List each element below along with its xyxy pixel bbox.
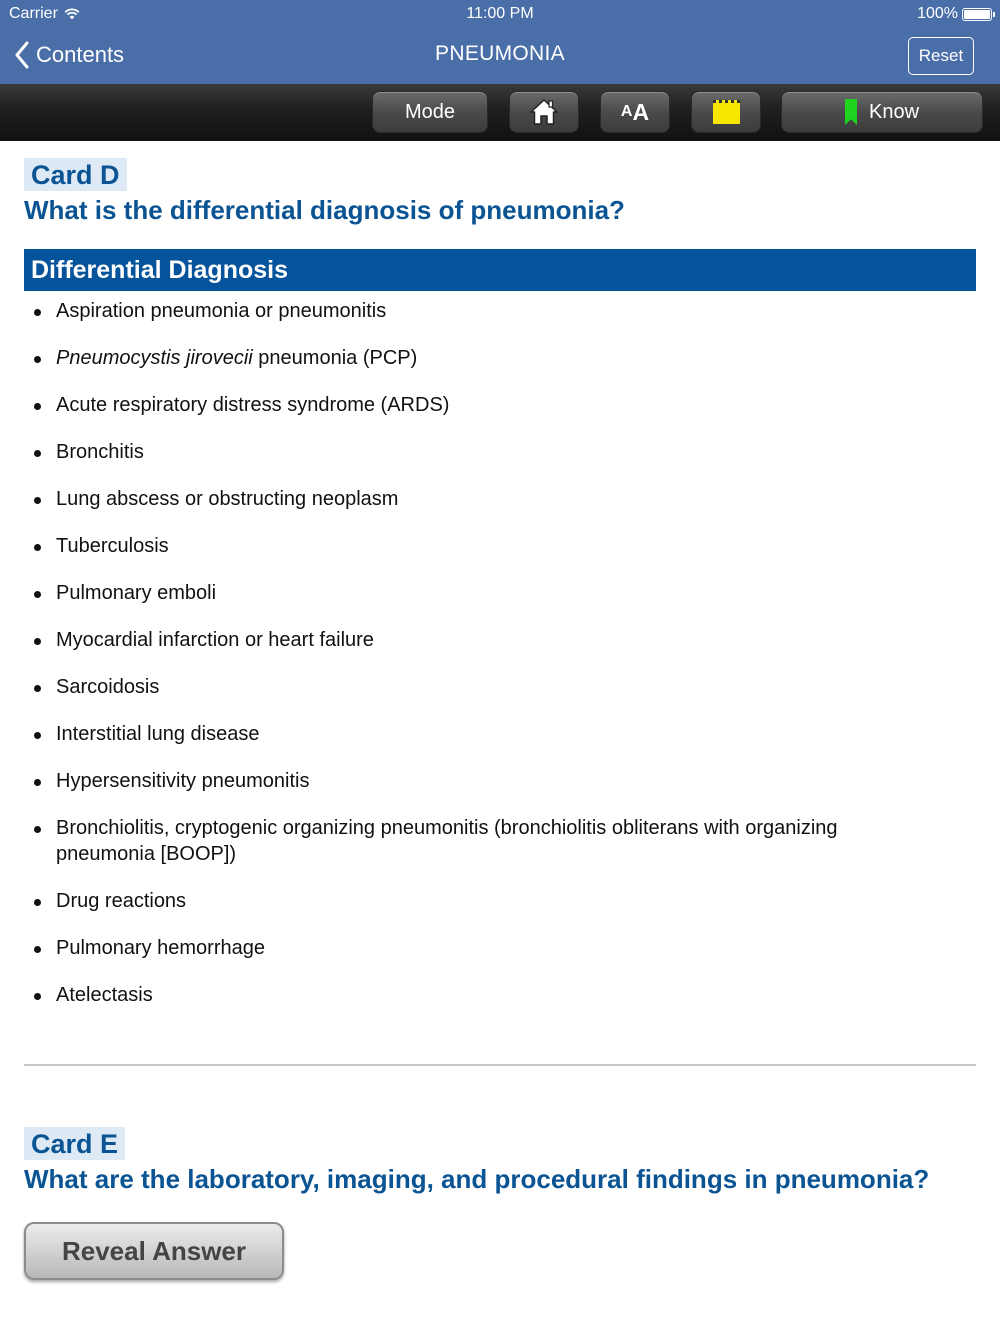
- mode-button[interactable]: Mode: [372, 91, 488, 133]
- card-divider: [24, 1064, 976, 1066]
- page-title: PNEUMONIA: [435, 42, 565, 65]
- battery-indicator: [917, 5, 992, 23]
- list-item: Bronchitis: [0, 439, 1000, 465]
- list-item: Interstitial lung disease: [0, 721, 1000, 747]
- list-item: Lung abscess or obstructing neoplasm: [0, 486, 1000, 512]
- battery-percent: 100%: [917, 5, 958, 22]
- reveal-answer-button[interactable]: Reveal Answer: [24, 1222, 284, 1280]
- reset-button[interactable]: Reset: [908, 37, 974, 75]
- list-item: Pulmonary hemorrhage: [0, 935, 1000, 961]
- card-e-question: What are the laboratory, imaging, and procedural findings in pneumonia?: [24, 1164, 930, 1194]
- list-item: Myocardial infarction or heart failure: [0, 627, 1000, 653]
- list-item: Acute respiratory distress syndrome (ARDS): [0, 392, 1000, 418]
- list-item: Atelectasis: [0, 982, 1000, 1008]
- font-large-glyph: A: [632, 98, 650, 125]
- notepad-icon: [713, 100, 740, 124]
- notes-button[interactable]: [691, 91, 761, 133]
- list-item: Sarcoidosis: [0, 674, 1000, 700]
- toolbar: [0, 84, 1000, 141]
- card-d-tag: Card D: [24, 158, 127, 191]
- home-icon: [529, 97, 559, 127]
- status-time: 11:00 PM: [466, 5, 534, 22]
- font-size-button[interactable]: [600, 91, 670, 133]
- list-item: Aspiration pneumonia or pneumonitis: [0, 298, 1000, 324]
- status-bar: [0, 0, 1000, 28]
- list-item-text: pneumonia (PCP): [258, 347, 418, 369]
- home-button[interactable]: [509, 91, 579, 133]
- list-item: Pulmonary emboli: [0, 580, 1000, 606]
- list-item: [0, 345, 1000, 371]
- list-item: Tuberculosis: [0, 533, 1000, 559]
- list-item: Drug reactions: [0, 888, 1000, 914]
- navigation-bar: [0, 0, 1000, 84]
- know-button-label: Know: [868, 100, 920, 123]
- font-small-glyph: A: [620, 103, 633, 120]
- list-item: Bronchiolitis, cryptogenic organizing pneumonitis (bronchiolitis obliterans with organizing pneumonia [BOOP]): [0, 815, 1000, 867]
- bookmark-icon: [845, 99, 857, 125]
- section-heading: Differential Diagnosis: [24, 249, 976, 291]
- list-item: Hypersensitivity pneumonitis: [0, 768, 1000, 794]
- italic-organism-name: Pneumocystis jirovecii: [56, 347, 253, 369]
- differential-diagnosis-list: [0, 298, 1000, 1029]
- card-e-tag: Card E: [24, 1127, 125, 1160]
- back-button-label: Contents: [36, 42, 125, 67]
- battery-icon: [962, 8, 992, 21]
- know-button[interactable]: [781, 91, 983, 133]
- card-d-question: What is the differential diagnosis of pneumonia?: [24, 195, 625, 225]
- carrier-label: Carrier: [9, 5, 58, 22]
